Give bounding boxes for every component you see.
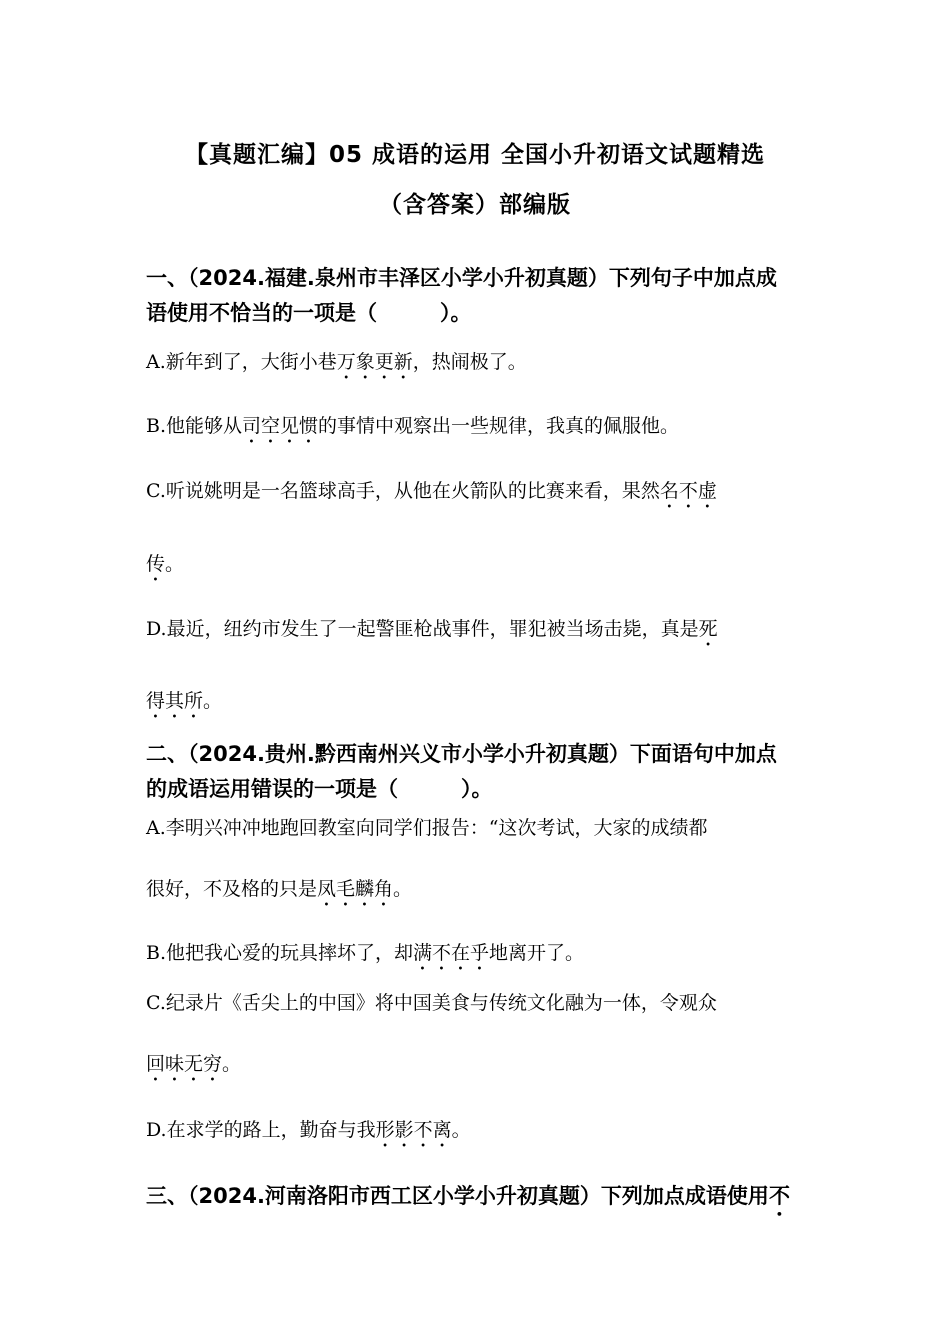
emphasized-idiom: 万象更新	[336, 351, 413, 373]
question-1-option-b	[146, 411, 679, 448]
question-2-option-a-continued	[146, 874, 412, 911]
question-1-stem-line-2: 语使用不恰当的一项是（ ）。	[146, 301, 472, 325]
option-text: A.新年到了，大街小巷	[146, 351, 337, 373]
question-text: 三、（2024.河南洛阳市西工区小学小升初真题）下列加点成语使用	[146, 1184, 769, 1208]
emphasized-idiom: 形影不离	[375, 1119, 452, 1141]
question-2-option-d	[146, 1115, 471, 1152]
emphasized-idiom: 回味无穷	[146, 1053, 223, 1075]
emphasized-idiom: 满不在乎	[413, 942, 490, 964]
option-text: 。	[203, 690, 223, 712]
emphasized-idiom: 得其所	[146, 690, 204, 712]
question-2-stem-line-2: 的成语运用错误的一项是（ ）。	[146, 777, 493, 801]
emphasized-idiom: 凤毛麟角	[317, 878, 394, 900]
page-title-line-2: （含答案）部编版	[379, 192, 571, 218]
option-text: C.听说姚明是一名篮球高手，从他在火箭队的比赛来看，果然	[146, 480, 660, 502]
question-1-stem: 一、（2024.福建.泉州市丰泽区小学小升初真题）下列句子中加点成	[146, 266, 777, 290]
question-2-stem: 二、（2024.贵州.黔西南州兴义市小学小升初真题）下面语句中加点	[146, 742, 777, 766]
option-text: 。	[165, 553, 185, 575]
question-2-option-c: C.纪录片《舌尖上的中国》将中国美食与传统文化融为一体，令观众	[146, 992, 717, 1014]
option-text: 很好，不及格的只是	[146, 878, 318, 900]
option-text: 。	[393, 878, 413, 900]
option-text: ，热闹极了。	[412, 351, 527, 373]
question-1-option-a	[146, 347, 527, 384]
option-text: 地离开了。	[489, 942, 585, 964]
question-2-option-a: A.李明兴冲冲地跑回教室向同学们报告：“这次考试，大家的成绩都	[146, 817, 708, 839]
emphasized-idiom: 司空见惯	[242, 415, 319, 437]
option-text: B.他把我心爱的玩具摔坏了，却	[146, 942, 414, 964]
question-1-option-d	[146, 614, 718, 651]
question-2-option-c-continued	[146, 1049, 241, 1086]
option-text: 的事情中观察出一些规律，我真的佩服他。	[318, 415, 680, 437]
option-text: D.在求学的路上，勤奋与我	[146, 1119, 376, 1141]
emphasized-idiom: 不	[768, 1184, 790, 1208]
question-2-option-b	[146, 938, 584, 975]
option-text: B.他能够从	[146, 415, 243, 437]
question-3-stem	[146, 1180, 790, 1221]
option-text: 。	[222, 1053, 242, 1075]
option-text: 。	[451, 1119, 471, 1141]
emphasized-idiom: 传	[146, 553, 166, 575]
question-1-option-c	[146, 476, 717, 513]
option-text: D.最近，纽约市发生了一起警匪枪战事件，罪犯被当场击毙，真是	[146, 618, 699, 640]
emphasized-idiom: 名不虚	[659, 480, 717, 502]
emphasized-idiom: 死	[698, 618, 718, 640]
page-title: 【真题汇编】05 成语的运用 全国小升初语文试题精选	[184, 142, 766, 168]
question-1-option-d-continued	[146, 686, 222, 723]
question-1-option-c-continued	[146, 549, 184, 586]
